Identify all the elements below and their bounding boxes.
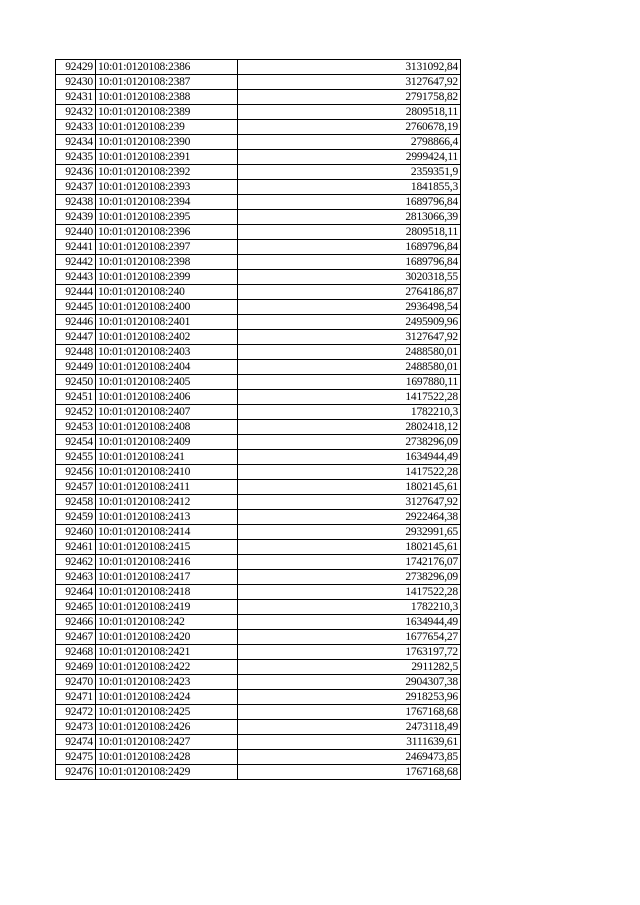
table-row <box>56 390 461 405</box>
table-row <box>56 285 461 300</box>
value-cell: 2813066,39 <box>238 210 461 225</box>
cadastral-number-cell: 10:01:0120108:2401 <box>96 315 238 330</box>
cadastral-number-cell: 10:01:0120108:2417 <box>96 570 238 585</box>
table-row <box>56 540 461 555</box>
value-cell: 2932991,65 <box>238 525 461 540</box>
cadastral-number-cell: 10:01:0120108:2390 <box>96 135 238 150</box>
row-number-cell: 92440 <box>56 225 96 240</box>
cadastral-number-cell: 10:01:0120108:2396 <box>96 225 238 240</box>
cadastral-number-cell: 10:01:0120108:2398 <box>96 255 238 270</box>
value-cell: 3131092,84 <box>238 60 461 75</box>
value-cell: 1742176,07 <box>238 555 461 570</box>
value-cell: 2359351,9 <box>238 165 461 180</box>
cadastral-number-cell: 10:01:0120108:2414 <box>96 525 238 540</box>
table-row <box>56 585 461 600</box>
cadastral-number-cell: 10:01:0120108:2386 <box>96 60 238 75</box>
row-number-cell: 92476 <box>56 765 96 780</box>
row-number-cell: 92465 <box>56 600 96 615</box>
table-row <box>56 375 461 390</box>
cadastral-number-cell: 10:01:0120108:2408 <box>96 420 238 435</box>
table-row <box>56 705 461 720</box>
table-row <box>56 165 461 180</box>
row-number-cell: 92448 <box>56 345 96 360</box>
row-number-cell: 92450 <box>56 375 96 390</box>
value-cell: 1782210,3 <box>238 600 461 615</box>
row-number-cell: 92474 <box>56 735 96 750</box>
cadastral-number-cell: 10:01:0120108:240 <box>96 285 238 300</box>
value-cell: 3127647,92 <box>238 75 461 90</box>
cadastral-number-cell: 10:01:0120108:2388 <box>96 90 238 105</box>
table-row <box>56 660 461 675</box>
value-cell: 2809518,11 <box>238 105 461 120</box>
value-cell: 3127647,92 <box>238 495 461 510</box>
value-cell: 2802418,12 <box>238 420 461 435</box>
value-cell: 3127647,92 <box>238 330 461 345</box>
table-row <box>56 150 461 165</box>
value-cell: 1802145,61 <box>238 540 461 555</box>
table-row <box>56 135 461 150</box>
table-row <box>56 195 461 210</box>
table-row <box>56 360 461 375</box>
value-cell: 3020318,55 <box>238 270 461 285</box>
row-number-cell: 92458 <box>56 495 96 510</box>
table-row <box>56 255 461 270</box>
value-cell: 2488580,01 <box>238 345 461 360</box>
cadastral-number-cell: 10:01:0120108:241 <box>96 450 238 465</box>
row-number-cell: 92451 <box>56 390 96 405</box>
table-row <box>56 300 461 315</box>
table-row <box>56 345 461 360</box>
table-row <box>56 735 461 750</box>
cadastral-number-cell: 10:01:0120108:2403 <box>96 345 238 360</box>
value-cell: 2936498,54 <box>238 300 461 315</box>
row-number-cell: 92452 <box>56 405 96 420</box>
row-number-cell: 92471 <box>56 690 96 705</box>
row-number-cell: 92475 <box>56 750 96 765</box>
row-number-cell: 92445 <box>56 300 96 315</box>
table-row <box>56 630 461 645</box>
row-number-cell: 92464 <box>56 585 96 600</box>
value-cell: 2473118,49 <box>238 720 461 735</box>
value-cell: 1689796,84 <box>238 255 461 270</box>
cadastral-number-cell: 10:01:0120108:2424 <box>96 690 238 705</box>
table-row <box>56 675 461 690</box>
row-number-cell: 92435 <box>56 150 96 165</box>
cadastral-number-cell: 10:01:0120108:2418 <box>96 585 238 600</box>
row-number-cell: 92460 <box>56 525 96 540</box>
table-row <box>56 690 461 705</box>
row-number-cell: 92446 <box>56 315 96 330</box>
value-cell: 1417522,28 <box>238 585 461 600</box>
row-number-cell: 92459 <box>56 510 96 525</box>
table-row <box>56 555 461 570</box>
cadastral-number-cell: 10:01:0120108:2400 <box>96 300 238 315</box>
cadastral-number-cell: 10:01:0120108:2389 <box>96 105 238 120</box>
row-number-cell: 92441 <box>56 240 96 255</box>
value-cell: 1697880,11 <box>238 375 461 390</box>
cadastral-number-cell: 10:01:0120108:2428 <box>96 750 238 765</box>
row-number-cell: 92433 <box>56 120 96 135</box>
value-cell: 1767168,68 <box>238 705 461 720</box>
cadastral-number-cell: 10:01:0120108:2427 <box>96 735 238 750</box>
table-row <box>56 495 461 510</box>
cadastral-number-cell: 10:01:0120108:2387 <box>96 75 238 90</box>
cadastral-number-cell: 10:01:0120108:2426 <box>96 720 238 735</box>
table-row <box>56 240 461 255</box>
value-cell: 1417522,28 <box>238 465 461 480</box>
table-row <box>56 435 461 450</box>
cadastral-number-cell: 10:01:0120108:2404 <box>96 360 238 375</box>
table-row <box>56 765 461 780</box>
row-number-cell: 92472 <box>56 705 96 720</box>
value-cell: 2904307,38 <box>238 675 461 690</box>
table-row <box>56 480 461 495</box>
table-row <box>56 450 461 465</box>
row-number-cell: 92453 <box>56 420 96 435</box>
cadastral-number-cell: 10:01:0120108:2429 <box>96 765 238 780</box>
cadastral-number-cell: 10:01:0120108:2391 <box>96 150 238 165</box>
table-row <box>56 60 461 75</box>
value-cell: 1634944,49 <box>238 615 461 630</box>
value-cell: 2918253,96 <box>238 690 461 705</box>
table-row <box>56 225 461 240</box>
row-number-cell: 92442 <box>56 255 96 270</box>
table-row <box>56 330 461 345</box>
table-row <box>56 315 461 330</box>
row-number-cell: 92447 <box>56 330 96 345</box>
cadastral-number-cell: 10:01:0120108:2393 <box>96 180 238 195</box>
cadastral-number-cell: 10:01:0120108:2406 <box>96 390 238 405</box>
value-cell: 3111639,61 <box>238 735 461 750</box>
table-row <box>56 465 461 480</box>
value-cell: 1763197,72 <box>238 645 461 660</box>
value-cell: 2760678,19 <box>238 120 461 135</box>
table-row <box>56 90 461 105</box>
cadastral-number-cell: 10:01:0120108:239 <box>96 120 238 135</box>
row-number-cell: 92449 <box>56 360 96 375</box>
table-row <box>56 105 461 120</box>
table-row <box>56 720 461 735</box>
cadastral-number-cell: 10:01:0120108:2405 <box>96 375 238 390</box>
table-row <box>56 600 461 615</box>
value-cell: 2738296,09 <box>238 435 461 450</box>
cadastral-number-cell: 10:01:0120108:2419 <box>96 600 238 615</box>
table-row <box>56 615 461 630</box>
table-row <box>56 75 461 90</box>
row-number-cell: 92462 <box>56 555 96 570</box>
cadastral-number-cell: 10:01:0120108:2413 <box>96 510 238 525</box>
value-cell: 2809518,11 <box>238 225 461 240</box>
row-number-cell: 92461 <box>56 540 96 555</box>
cadastral-number-cell: 10:01:0120108:2412 <box>96 495 238 510</box>
table-row <box>56 525 461 540</box>
row-number-cell: 92430 <box>56 75 96 90</box>
row-number-cell: 92437 <box>56 180 96 195</box>
table-row <box>56 120 461 135</box>
cadastral-number-cell: 10:01:0120108:2423 <box>96 675 238 690</box>
cadastral-number-cell: 10:01:0120108:2399 <box>96 270 238 285</box>
table-row <box>56 750 461 765</box>
value-cell: 2495909,96 <box>238 315 461 330</box>
value-cell: 2738296,09 <box>238 570 461 585</box>
value-cell: 2999424,11 <box>238 150 461 165</box>
row-number-cell: 92429 <box>56 60 96 75</box>
row-number-cell: 92463 <box>56 570 96 585</box>
cadastral-number-cell: 10:01:0120108:2425 <box>96 705 238 720</box>
cadastral-number-cell: 10:01:0120108:2422 <box>96 660 238 675</box>
row-number-cell: 92468 <box>56 645 96 660</box>
row-number-cell: 92473 <box>56 720 96 735</box>
value-cell: 2764186,87 <box>238 285 461 300</box>
data-table <box>55 59 461 780</box>
cadastral-number-cell: 10:01:0120108:2407 <box>96 405 238 420</box>
cadastral-number-cell: 10:01:0120108:2420 <box>96 630 238 645</box>
cadastral-number-cell: 10:01:0120108:2394 <box>96 195 238 210</box>
cadastral-number-cell: 10:01:0120108:2410 <box>96 465 238 480</box>
row-number-cell: 92455 <box>56 450 96 465</box>
cadastral-number-cell: 10:01:0120108:2415 <box>96 540 238 555</box>
table-row <box>56 645 461 660</box>
cadastral-number-cell: 10:01:0120108:2392 <box>96 165 238 180</box>
value-cell: 2911282,5 <box>238 660 461 675</box>
table-row <box>56 210 461 225</box>
cadastral-number-cell: 10:01:0120108:2411 <box>96 480 238 495</box>
row-number-cell: 92431 <box>56 90 96 105</box>
value-cell: 1782210,3 <box>238 405 461 420</box>
value-cell: 1689796,84 <box>238 240 461 255</box>
cadastral-number-cell: 10:01:0120108:2397 <box>96 240 238 255</box>
row-number-cell: 92454 <box>56 435 96 450</box>
value-cell: 1677654,27 <box>238 630 461 645</box>
row-number-cell: 92467 <box>56 630 96 645</box>
value-cell: 1689796,84 <box>238 195 461 210</box>
value-cell: 1417522,28 <box>238 390 461 405</box>
row-number-cell: 92470 <box>56 675 96 690</box>
cadastral-number-cell: 10:01:0120108:242 <box>96 615 238 630</box>
value-cell: 2798866,4 <box>238 135 461 150</box>
row-number-cell: 92432 <box>56 105 96 120</box>
row-number-cell: 92439 <box>56 210 96 225</box>
row-number-cell: 92438 <box>56 195 96 210</box>
cadastral-number-cell: 10:01:0120108:2416 <box>96 555 238 570</box>
table-row <box>56 570 461 585</box>
row-number-cell: 92469 <box>56 660 96 675</box>
table-row <box>56 420 461 435</box>
value-cell: 2469473,85 <box>238 750 461 765</box>
value-cell: 1634944,49 <box>238 450 461 465</box>
table-row <box>56 510 461 525</box>
cadastral-number-cell: 10:01:0120108:2409 <box>96 435 238 450</box>
row-number-cell: 92436 <box>56 165 96 180</box>
table-body <box>56 60 461 780</box>
value-cell: 2488580,01 <box>238 360 461 375</box>
cadastral-number-cell: 10:01:0120108:2395 <box>96 210 238 225</box>
table-row <box>56 180 461 195</box>
row-number-cell: 92466 <box>56 615 96 630</box>
cadastral-number-cell: 10:01:0120108:2421 <box>96 645 238 660</box>
row-number-cell: 92434 <box>56 135 96 150</box>
row-number-cell: 92457 <box>56 480 96 495</box>
table-row <box>56 270 461 285</box>
value-cell: 1767168,68 <box>238 765 461 780</box>
row-number-cell: 92456 <box>56 465 96 480</box>
table-row <box>56 405 461 420</box>
row-number-cell: 92443 <box>56 270 96 285</box>
cadastral-number-cell: 10:01:0120108:2402 <box>96 330 238 345</box>
row-number-cell: 92444 <box>56 285 96 300</box>
value-cell: 1841855,3 <box>238 180 461 195</box>
value-cell: 2791758,82 <box>238 90 461 105</box>
value-cell: 1802145,61 <box>238 480 461 495</box>
value-cell: 2922464,38 <box>238 510 461 525</box>
